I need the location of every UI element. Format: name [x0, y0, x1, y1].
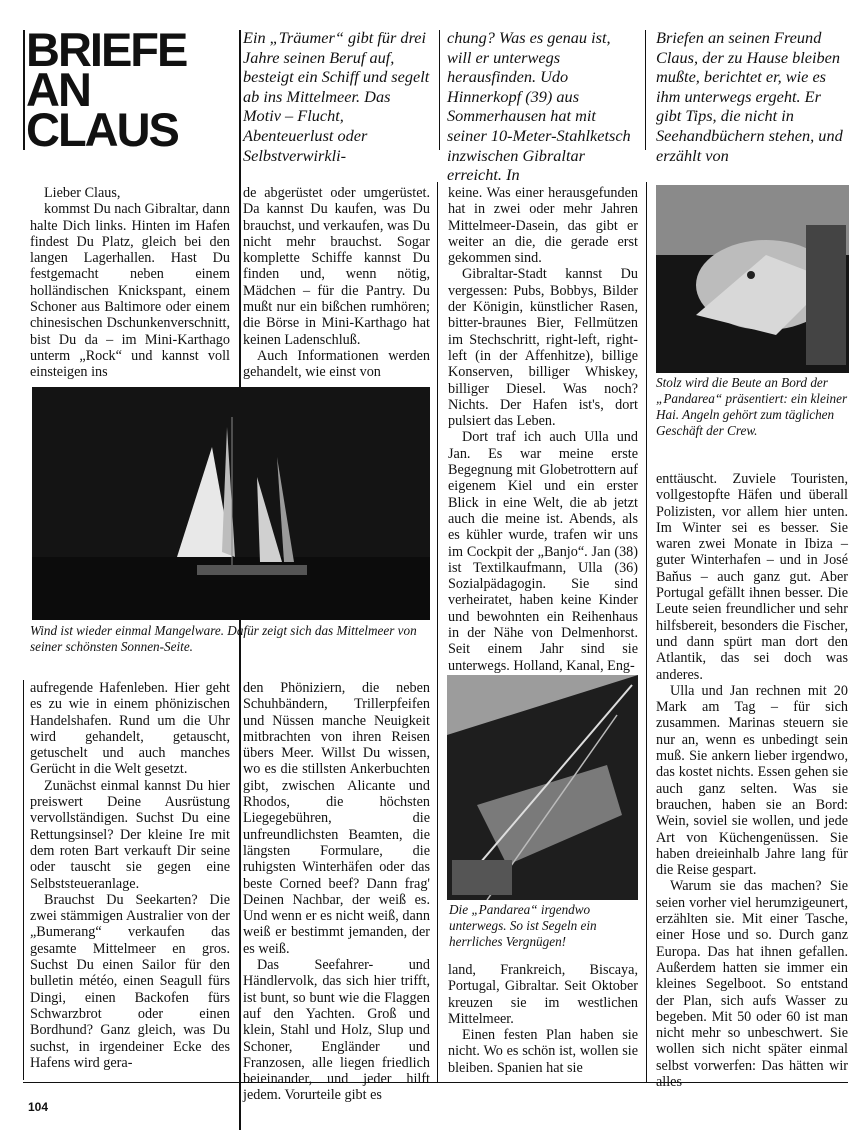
rule-col-4 [646, 182, 647, 1082]
paragraph: Ulla und Jan rechnen mit 20 Mark am Tag – für sich zusammen. Marinas steuern sie nur an, wenn es unbedingt sein muß. Sie ankern lieber irgendwo, das kostet nichts. Essen gehen sie auch ganz selten. Was sie brauchen, haben sie an Bord: Wein, soviel sie wollen, und jede Art von Küchengenüssen. Sie haben dreieinhalb Jahre lang für die Reise gespart. [656, 682, 848, 879]
column-2-top [243, 185, 430, 381]
column-2-bottom [243, 680, 430, 1104]
paragraph: aufregende Hafenleben. Hier geht es zu wie in einem phönizischen Handelshafen. Rund um die Uhr wird gehandelt, getauscht, getuschelt und auch manches Gerücht in die Welt gesetzt. [30, 680, 230, 778]
rule-col-1 [23, 680, 24, 1080]
caption-pandarea-photo: Die „Pandarea“ irgendwo unterwegs. So ist Segeln ein herrliches Vergnügen! [449, 902, 597, 949]
rule-intro-2 [645, 30, 646, 150]
paragraph: Das Seefahrer- und Händlervolk, das sich hier trifft, ist bunt, so bunt wie die Flaggen auf den Yachten. Groß und klein, Stahl und Holz, Slup und Schoner, Engländer und Franzosen, alle liegen friedlich beieinander, und jeder hilft jedem. Vorurteile gibt es [243, 957, 430, 1104]
paragraph: den Phöniziern, die neben Schuhbändern, Trillerpfeifen und Nüssen manche Neuigkeit mitbrachten von ihren Reisen übers Meer. Willst Du wissen, wo es die stillsten Ankerbuchten gibt, zwischen Alicante und Rhodos, die höchsten Liegegebühren, die unfreundlichsten Beamten, die längsten Formulare, die ruhigsten Winterhäfen oder das beste Corned beef? Dann frag' Deinen Nachbar, der weiß es. Und wenn er es nicht weiß, dann weiß er bestimmt jemanden, der es weiß. [243, 680, 430, 957]
rule-left-header [23, 30, 25, 150]
paragraph: enttäuscht. Zuviele Touristen, vollgestopfte Häfen und überall Polizisten, vor allem hier unten. Im Winter sei es besser. Sie waren zwei Monate in Ibiza – guter Winterhafen – und in José Baňus – auch ganz gut. Aber Portugal gefällt ihnen besser. Die Leute seien freundlicher und sehr hilfsbereit, besonders die Fischer, und dann spürt man dort den Atlantik, das sei doch was anderes. [656, 471, 848, 683]
sailboat-photo [32, 387, 430, 620]
article-headline [26, 23, 226, 156]
column-3-bottom [448, 962, 638, 1076]
caption-shark-photo: Stolz wird die Beute an Bord der „Pandarea“ präsentiert: ein kleiner Hai. Angeln gehört zum täglichen Geschäft der Crew. [656, 375, 848, 438]
paragraph: Warum sie das machen? Sie seien vorher viel herumzigeunert, erzählten sie. Mit einer Tasche, einer Hose und so. Durch ganz Europa. Das hat ihnen gefallen. Außerdem hatten sie immer ein kleines Segelboot. So entstand der Plan, sich aufs Wasser zu begeben. Mit 50 oder 60 ist man nicht mehr so unbeschwert. Sie wollen sich nicht später einmal selbst vorwerfen: Das hätten wir alles [656, 878, 848, 1090]
paragraph: Zunächst einmal kannst Du hier preiswert Deine Ausrüstung vervollständigen. Suchst Du eine Rettungsinsel? Der kleine Ire mit dem roten Bart verkauft Dir seine oder tauscht sie gegen eine Selbststeueranlage. [30, 777, 230, 892]
pandarea-photo [447, 675, 638, 900]
column-3 [448, 185, 638, 674]
page-number: 104 [28, 1100, 49, 1114]
column-1-bottom [30, 680, 230, 1071]
headline-line: BRIEFE [26, 23, 187, 76]
paragraph: kommst Du nach Gibraltar, dann halte Dich links. Hinten im Hafen findest Du Platz, gleich bei den langen Lagerhallen. Hast Du festgemacht neben einem holländischen Knickspant, einem Schoner aus Baltimore oder einem chinesischen Dschunkenverschnitt, bist Du da – im Mini-Karthago unterm „Rock“ und kannst voll einsteigen ins [30, 201, 230, 381]
salutation: Lieber Claus, [44, 185, 121, 201]
rule-intro-1 [439, 30, 440, 150]
column-4 [656, 471, 848, 1090]
caption-main-photo: Wind ist wieder einmal Mangelware. Dafür zeigt sich das Mittelmeer von seiner schönsten Sonnen-Seite. [30, 623, 417, 654]
headline-line: CLAUS [26, 103, 178, 156]
paragraph: Brauchst Du Seekarten? Die zwei stämmigen Australier von der „Bumerang“ verkaufen das gesamte Mittelmeer en gros. Suchst Du einen Sailor für den bulletin météo, einen Seagull fürs Dingi, einen Backofen fürs Schwarzbrot oder einen Bordhund? Ganz gleich, was Du suchst, in irgendeiner Ecke des Hafens wird gera- [30, 891, 230, 1071]
rule-col-3 [437, 182, 438, 1082]
intro-part-3: Briefen an seinen Freund Claus, der zu Hause bleiben mußte, berichtet er, wie es ihm unterwegs ergeht. Er gibt Tips, die nicht in Seehandbüchern stehen, und erzählt von [656, 28, 843, 165]
intro-part-2: chung? Was es genau ist, will er unterwegs herausfinden. Udo Hinnerkopf (39) aus Sommerhausen hat mit seiner 10-Meter-Stahlketsch inzwischen Gibraltar erreicht. In [447, 28, 631, 185]
shark-photo [656, 185, 849, 373]
paragraph: land, Frankreich, Biscaya, Portugal, Gibraltar. Seit Oktober kreuzen sie im westlichen Mittelmeer. [448, 962, 638, 1027]
paragraph: keine. Was einer herausgefunden hat in zwei oder mehr Jahren Mittelmeer-Dasein, das gibt er weiter an die, die gerade erst gekommen sind. [448, 185, 638, 267]
paragraph: Einen festen Plan haben sie nicht. Wo es schön ist, wollen sie bleiben. Spanien hat sie [448, 1027, 638, 1076]
paragraph: Auch Informationen werden gehandelt, wie einst von [243, 347, 430, 381]
paragraph: Gibraltar-Stadt kannst Du vergessen: Pubs, Bobbys, Bilder der Königin, künstlicher Rasen, bitter-braunes Bier, Fellmützen im Stechschritt, right-left, right-left (in der Affenhitze), billige Konserven, billiger Whiskey, billiger Diesel. Was noch? Nichts. Der Hafen ist's, dort pulsiert das Leben. [448, 266, 638, 430]
paragraph: de abgerüstet oder umgerüstet. Da kannst Du kaufen, was Du brauchst, und verkaufen, was Du nicht mehr brauchst. Sogar komplette Schiffe kannst Du finden und, wenn nötig, Mädchen – für die Pantry. Du mußt nur ein bißchen rumhören; die Börse in Mini-Karthago hat keinen Ladenschluß. [243, 185, 430, 348]
column-1-top [30, 185, 230, 381]
headline-line: AN [26, 63, 90, 116]
paragraph: Dort traf ich auch Ulla und Jan. Es war meine erste Begegnung mit Globetrottern auf eigenem Kiel und ein erster Blick in eine Welt, die ab jetzt auch die meine ist. Abends, als es kühler wurde, trafen wir uns im Cockpit der „Banjo“. Jan (38) ist Textilkaufmann, Ulla (36) Sozialpädagogin. Sie sind verheiratet, haben keine Kinder und bewohnten ein Reihenhaus in der Nähe von Delmenhorst. Seit einem Jahr sind sie unterwegs. Holland, Kanal, Eng- [448, 429, 638, 674]
intro-part-1: Ein „Träumer“ gibt für drei Jahre seinen Beruf auf, besteigt ein Schiff und segelt ab ins Mittelmeer. Das Motiv – Flucht, Abenteuerlust oder Selbstverwirkli- [243, 28, 430, 165]
